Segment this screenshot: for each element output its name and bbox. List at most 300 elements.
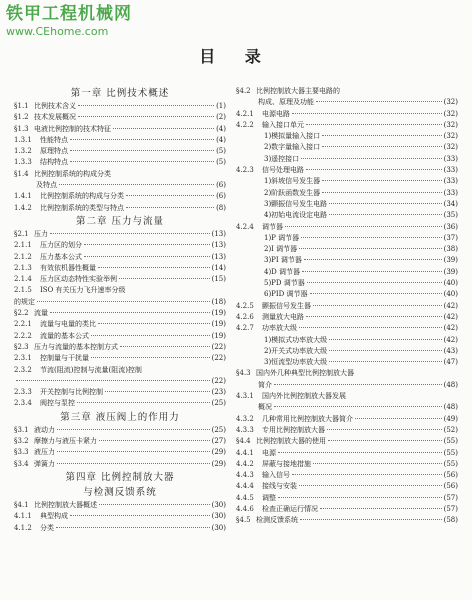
- section-number: 1.4.1: [14, 192, 32, 201]
- entry-title: 1)模拟量输入接口: [264, 132, 321, 141]
- section-number: 4.4.2: [236, 459, 254, 468]
- dot-leader: [313, 463, 442, 464]
- page-number: (42): [443, 312, 458, 321]
- section-number: 2.1.2: [14, 252, 32, 261]
- entry-title: 6)PID 调节器: [264, 290, 308, 299]
- dot-leader: [91, 335, 210, 336]
- toc-entry: [14, 191, 226, 202]
- page-number: (38): [443, 245, 458, 254]
- dot-leader: [16, 380, 210, 381]
- entry-title: 专用比例控制放大器: [262, 425, 325, 434]
- toc-entry: [236, 165, 458, 176]
- toc-entry: [14, 436, 226, 447]
- section-number: 2.3.1: [14, 354, 32, 363]
- page-number: (32): [443, 98, 458, 107]
- toc-entry: [236, 301, 458, 312]
- dot-leader: [299, 485, 442, 486]
- entry-title: 2)阶跃函数发生器: [264, 188, 321, 197]
- toc-entry: [14, 263, 226, 274]
- entry-title: 有效依机器性概量: [40, 263, 96, 272]
- section-number: 4.1.2: [14, 523, 32, 532]
- toc-entry: [236, 131, 458, 142]
- section-number: 4.2.1: [236, 109, 254, 118]
- toc-entry: [236, 515, 458, 526]
- entry-title: 比例技术含义: [34, 102, 76, 110]
- page-number: (42): [443, 301, 458, 310]
- section-number: §4.3: [236, 369, 251, 378]
- toc-entry: [14, 146, 226, 157]
- watermark-site-name: 铁甲工程机械网: [6, 4, 132, 24]
- page-number: (15): [211, 275, 226, 284]
- page-number: (33): [443, 177, 458, 186]
- section-number: 4.4.6: [236, 504, 254, 513]
- section-number: 4.4.4: [236, 482, 254, 491]
- section-number: 4.4.1: [236, 448, 254, 457]
- toc-entry: [14, 124, 226, 135]
- dot-leader: [57, 463, 210, 464]
- toc-entry: [14, 229, 226, 240]
- entry-title: ISO 有关压力飞升速率分级: [40, 286, 126, 295]
- entry-title: 液动力: [34, 425, 55, 434]
- dot-leader: [98, 267, 210, 268]
- toc-entry: [14, 297, 226, 308]
- dot-leader: [322, 192, 441, 193]
- entry-title: 接线与安装: [262, 482, 297, 491]
- page-number: (13): [211, 229, 226, 238]
- toc-entry: [236, 120, 458, 131]
- section-number: §4.2: [236, 87, 251, 95]
- entry-title: 调节器: [262, 222, 283, 231]
- entry-title: 电源: [262, 448, 276, 457]
- entry-title: 简介: [258, 380, 272, 389]
- entry-title: 1)P 调节器: [264, 233, 300, 242]
- entry-title: 性能特点: [40, 135, 68, 144]
- toc-entry: [14, 169, 226, 180]
- toc-entry: [14, 252, 226, 263]
- section-number: §1.3: [14, 124, 29, 133]
- page-number: (48): [443, 380, 458, 389]
- dot-leader: [292, 474, 442, 475]
- section-number: §4.1: [14, 500, 29, 509]
- page-number: (13): [211, 241, 226, 250]
- dot-leader: [278, 497, 442, 498]
- entry-title: 液压力: [34, 448, 55, 457]
- page-number: (57): [443, 493, 458, 502]
- toc-entry: [236, 504, 458, 515]
- dot-leader: [99, 504, 210, 505]
- entry-title: 及特点: [36, 181, 57, 190]
- entry-title: 输入接口单元: [262, 120, 304, 129]
- toc-entry: [14, 203, 226, 214]
- dot-leader: [322, 146, 441, 147]
- entry-title: 的规定: [14, 297, 35, 306]
- watermark: [6, 4, 132, 38]
- page-number: (4): [216, 124, 226, 133]
- toc-entry: [14, 398, 226, 409]
- entry-title: 颤振信号发生器: [262, 301, 311, 310]
- section-number: 2.3.2: [14, 365, 32, 374]
- entry-title: 2)数字量输入接口: [264, 143, 321, 152]
- entry-title: 屏蔽与接地措施: [262, 459, 311, 468]
- toc-entry: [14, 331, 226, 342]
- chapter-heading: 第一章 比例技术概述: [70, 88, 170, 99]
- page-number: (29): [211, 459, 226, 468]
- entry-title: 电液比例控制的技术特征: [34, 124, 111, 133]
- page-number: (33): [443, 188, 458, 197]
- entry-title: 2)I 调节器: [264, 245, 298, 254]
- toc-entry: [236, 414, 458, 425]
- dot-leader: [310, 293, 442, 294]
- toc-entry: [14, 319, 226, 330]
- toc-entry: [236, 459, 458, 470]
- toc-entry: [236, 346, 458, 357]
- section-number: §3.2: [14, 437, 29, 446]
- dot-leader: [329, 350, 441, 351]
- entry-title: 原理特点: [40, 147, 68, 156]
- page-number: (35): [443, 211, 458, 220]
- toc-entry: [14, 240, 226, 251]
- page-number: (19): [211, 309, 226, 318]
- page-number: (42): [443, 335, 458, 344]
- dot-leader: [70, 161, 214, 162]
- dot-leader: [322, 135, 441, 136]
- entry-title: 比例控制放大器概述: [34, 500, 97, 509]
- page-number: (22): [211, 376, 226, 385]
- dot-leader: [307, 282, 442, 283]
- dot-leader: [316, 101, 442, 102]
- dot-leader: [84, 244, 210, 245]
- dot-leader: [329, 339, 441, 340]
- page-number: (48): [443, 403, 458, 412]
- page-number: (49): [443, 414, 458, 423]
- entry-title: 流量与电量的类比: [40, 320, 96, 329]
- dot-leader: [306, 169, 442, 170]
- page-number: (22): [211, 354, 226, 363]
- entry-title: 分类: [40, 523, 54, 532]
- dot-leader: [299, 327, 442, 328]
- dot-leader: [59, 184, 214, 185]
- dot-leader: [328, 440, 442, 441]
- chapter-heading: 与检测反馈系统: [83, 486, 157, 498]
- section-number: 4.3.1: [236, 392, 254, 401]
- toc-entry: [236, 199, 458, 210]
- toc-right-column: [236, 86, 458, 527]
- section-number: §3.3: [14, 448, 29, 457]
- toc-entry: [14, 308, 226, 319]
- section-number: 2.1.5: [14, 286, 32, 295]
- entry-title: 概况: [258, 403, 272, 412]
- section-number: §2.3: [14, 342, 29, 351]
- dot-leader: [322, 180, 441, 181]
- dot-leader: [301, 158, 441, 159]
- section-number: 4.1.1: [14, 512, 32, 521]
- page-number: (27): [211, 437, 226, 446]
- section-number: 4.2.2: [236, 120, 254, 129]
- page-number: (22): [211, 342, 226, 351]
- page-number: (25): [211, 399, 226, 408]
- toc-entry: [236, 255, 458, 266]
- toc-entry: [236, 210, 458, 221]
- page-number: (19): [211, 320, 226, 329]
- toc-entry: [14, 376, 226, 387]
- dot-leader: [329, 361, 441, 362]
- page-number: (30): [211, 512, 226, 521]
- entry-title: 流量的基本公式: [40, 331, 89, 340]
- section-number: §3.1: [14, 425, 29, 434]
- toc-entry: [14, 500, 226, 511]
- section-number: 4.4.5: [236, 493, 254, 502]
- page-number: (6): [216, 181, 226, 190]
- page-number: (40): [443, 279, 458, 288]
- toc-entry: [14, 353, 226, 364]
- entry-title: 压力与流量的基本控制方式: [34, 342, 118, 351]
- section-number: §4.4: [236, 437, 251, 446]
- dot-leader: [113, 128, 214, 129]
- toc-entry: [14, 387, 226, 398]
- page-number: (58): [443, 516, 458, 525]
- entry-title: 比例控制系统的构成与分类: [40, 192, 124, 201]
- toc-entry: [14, 447, 226, 458]
- entry-title: 调整: [262, 493, 276, 502]
- entry-title: 节流(阻流)控制与流量(阻流)控制: [40, 365, 142, 374]
- toc-entry: [14, 101, 226, 112]
- section-number: 2.1.4: [14, 275, 32, 284]
- entry-title: 压力区的划分: [40, 241, 82, 250]
- entry-title: 构成、原理及功能: [258, 98, 314, 107]
- dot-leader: [292, 113, 442, 114]
- page-number: (18): [211, 297, 226, 306]
- toc-entry: [14, 112, 226, 123]
- toc-entry: [236, 391, 458, 402]
- dot-leader: [278, 452, 442, 453]
- entry-title: 阀控与泵控: [40, 399, 75, 408]
- toc-entry: [236, 176, 458, 187]
- toc-entry: [236, 233, 458, 244]
- page-number: (57): [443, 504, 458, 513]
- entry-title: 检测反馈系统: [256, 516, 298, 525]
- page-number: (34): [443, 199, 458, 208]
- page-number: (37): [443, 233, 458, 242]
- page-number: (47): [443, 358, 458, 367]
- entry-title: 控制量与干扰量: [40, 354, 89, 363]
- toc-entry: [236, 402, 458, 413]
- dot-leader: [329, 203, 441, 204]
- watermark-url: www.CEhome.com: [6, 25, 109, 38]
- page-number: (33): [443, 166, 458, 175]
- dot-leader: [304, 259, 442, 260]
- dot-leader: [78, 105, 214, 106]
- section-number: §2.2: [14, 309, 29, 318]
- toc-entry: [236, 154, 458, 165]
- entry-title: 技术发展概况: [34, 113, 76, 122]
- dot-leader: [126, 207, 214, 208]
- entry-title: 流量: [34, 309, 48, 318]
- section-number: 4.4.3: [236, 471, 254, 480]
- page-number: (4): [216, 135, 226, 144]
- toc-entry: [236, 142, 458, 153]
- page-number: (56): [443, 471, 458, 480]
- page-number: (43): [443, 346, 458, 355]
- section-number: 1.3.2: [14, 147, 32, 156]
- toc-entry: [236, 368, 458, 379]
- toc-entry: [236, 425, 458, 436]
- section-number: 4.2.4: [236, 222, 254, 231]
- section-number: 2.2.1: [14, 320, 32, 329]
- chapter-heading: 第三章 液压阀上的作用力: [60, 411, 180, 423]
- section-number: 1.3.1: [14, 135, 32, 144]
- page-number: (13): [211, 252, 226, 261]
- entry-title: 结构特点: [40, 158, 68, 167]
- dot-leader: [120, 346, 210, 347]
- toc-entry: [236, 448, 458, 459]
- dot-leader: [306, 316, 442, 317]
- dot-leader: [99, 440, 210, 441]
- toc-entry: [236, 470, 458, 481]
- section-number: §4.5: [236, 516, 251, 525]
- page-number: (23): [211, 388, 226, 397]
- entry-title: 4)初始电流设定电路: [264, 211, 328, 220]
- page-number: (32): [443, 120, 458, 129]
- page-number: (14): [211, 263, 226, 272]
- section-number: 4.3.3: [236, 425, 254, 434]
- chapter-heading: 第四章 比例控制放大器: [65, 471, 175, 483]
- dot-leader: [70, 139, 214, 140]
- entry-title: 国内外比例控制放大器发展: [262, 392, 346, 401]
- page-number: (30): [211, 500, 226, 509]
- toc-entry: [236, 436, 458, 447]
- entry-title: 比例控制系统的类型与特点: [40, 203, 124, 212]
- entry-title: 1)模拟式功率放大级: [264, 335, 328, 344]
- dot-leader: [302, 271, 442, 272]
- toc-entry: [236, 267, 458, 278]
- page-number: (52): [443, 425, 458, 434]
- toc-entry: [236, 86, 458, 97]
- dot-leader: [50, 233, 210, 234]
- section-number: 4.2.3: [236, 166, 254, 175]
- dot-leader: [327, 429, 442, 430]
- entry-title: 电源电路: [262, 109, 290, 118]
- dot-leader: [274, 384, 442, 385]
- toc-entry: [236, 289, 458, 300]
- page-number: (5): [216, 147, 226, 156]
- toc-entry: [236, 357, 458, 368]
- toc-entry: [236, 335, 458, 346]
- entry-title: 5)PD 调节器: [264, 279, 305, 288]
- toc-entry: [14, 135, 226, 146]
- section-number: 1.3.3: [14, 158, 32, 167]
- page-number: (29): [211, 448, 226, 457]
- toc-entry: [14, 180, 226, 191]
- page-number: (32): [443, 143, 458, 152]
- page-number: (55): [443, 448, 458, 457]
- section-number: 2.1.1: [14, 241, 32, 250]
- page-number: (33): [443, 154, 458, 163]
- entry-title: 比例控制放大器主要电路的: [256, 87, 340, 95]
- dot-leader: [37, 301, 210, 302]
- chapter-heading: 第二章 压力与流量: [75, 215, 165, 227]
- page-number: (55): [443, 437, 458, 446]
- entry-title: 2)开关式功率放大级: [264, 346, 328, 355]
- entry-title: 压力区动态特性实验举例: [40, 275, 117, 284]
- entry-title: 3)PI 调节器: [264, 256, 302, 265]
- entry-title: 比例控制系统的构成分类: [34, 169, 111, 178]
- dot-leader: [77, 402, 210, 403]
- section-number: §1.1: [14, 102, 29, 110]
- toc-entry: [14, 157, 226, 168]
- page-number: (40): [443, 290, 458, 299]
- section-number: 2.3.3: [14, 388, 32, 397]
- page-number: (32): [443, 109, 458, 118]
- page-number: (5): [216, 158, 226, 167]
- dot-leader: [299, 248, 441, 249]
- entry-title: 摩擦力与液压卡紧力: [34, 437, 97, 446]
- dot-leader: [306, 124, 442, 125]
- section-number: §1.2: [14, 113, 29, 122]
- section-number: 4.2.7: [236, 324, 254, 333]
- entry-title: 压力: [34, 229, 48, 238]
- dot-leader: [355, 418, 442, 419]
- dot-leader: [56, 527, 210, 528]
- page-number: (8): [216, 203, 226, 212]
- toc-entry: [236, 97, 458, 108]
- entry-title: 压力基本公式: [40, 252, 82, 261]
- toc-entry: [236, 323, 458, 334]
- entry-title: 典型构成: [40, 512, 68, 521]
- toc-entry: [14, 274, 226, 285]
- page-number: (39): [443, 267, 458, 276]
- page-number: (2): [216, 113, 226, 122]
- dot-leader: [98, 323, 210, 324]
- page-number: (19): [211, 331, 226, 340]
- toc-entry: [14, 285, 226, 296]
- section-number: §1.4: [14, 169, 29, 178]
- entry-title: 测量放大电路: [262, 312, 304, 321]
- section-number: 2.1.3: [14, 263, 32, 272]
- section-number: 2.3.4: [14, 399, 32, 408]
- dot-leader: [119, 278, 210, 279]
- toc-entry: [236, 312, 458, 323]
- section-number: 2.2.2: [14, 331, 32, 340]
- dot-leader: [285, 226, 442, 227]
- entry-title: 输入信号: [262, 471, 290, 480]
- toc-entry: [236, 244, 458, 255]
- dot-leader: [301, 237, 442, 238]
- page-number: (32): [443, 132, 458, 141]
- dot-leader: [274, 406, 442, 407]
- toc-entry: [236, 481, 458, 492]
- dot-leader: [105, 391, 210, 392]
- dot-leader: [329, 214, 441, 215]
- page-number: (55): [443, 459, 458, 468]
- entry-title: 国内外几种典型比例控制放大器: [256, 369, 354, 378]
- section-number: 1.4.2: [14, 203, 32, 212]
- toc-entry: [236, 109, 458, 120]
- entry-title: 功率放大级: [262, 324, 297, 333]
- toc-entry: [236, 493, 458, 504]
- toc-entry: [14, 523, 226, 534]
- section-number: 4.2.5: [236, 301, 254, 310]
- section-number: §3.4: [14, 459, 29, 468]
- toc-entry: [236, 278, 458, 289]
- toc-entry: [236, 380, 458, 391]
- entry-title: 3)颤振信号发生电路: [264, 199, 328, 208]
- dot-leader: [313, 305, 442, 306]
- toc-entry: [236, 188, 458, 199]
- page-number: (1): [216, 102, 226, 110]
- dot-leader: [84, 256, 210, 257]
- toc-entry: [14, 459, 226, 470]
- entry-title: 开关控制与比例控制: [40, 388, 103, 397]
